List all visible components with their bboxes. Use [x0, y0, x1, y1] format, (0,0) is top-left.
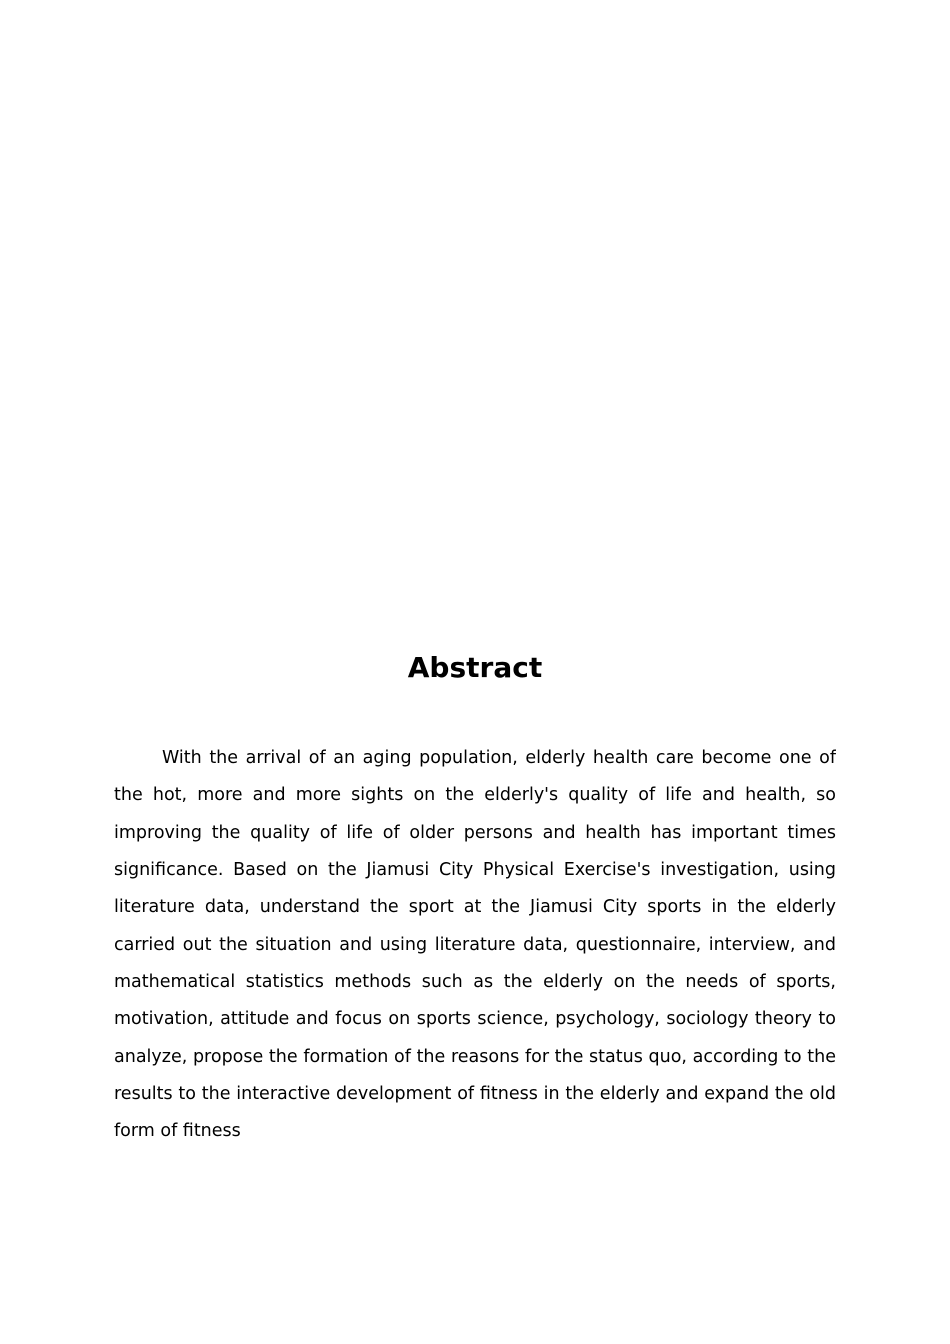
abstract-heading: Abstract: [407, 651, 543, 684]
abstract-body-text: With the arrival of an aging population, elderly health care become one of the hot, more and more sights on the elderly's quality of life and health, so improving the quality of life of older persons and health has important times significance. Based on the Jiamusi City Physical Exercise's investigation, using literature data, understand the sport at the Jiamusi City sports in the elderly carried out the situation and using literature data, questionnaire, interview, and mathematical statistics methods such as the elderly on the needs of sports, motivation, attitude and focus on sports science, psychology, sociology theory to analyze, propose the formation of the reasons for the status quo, according to the results to the interactive development of fitness in the elderly and expand the old form of fitness: [114, 748, 836, 1142]
